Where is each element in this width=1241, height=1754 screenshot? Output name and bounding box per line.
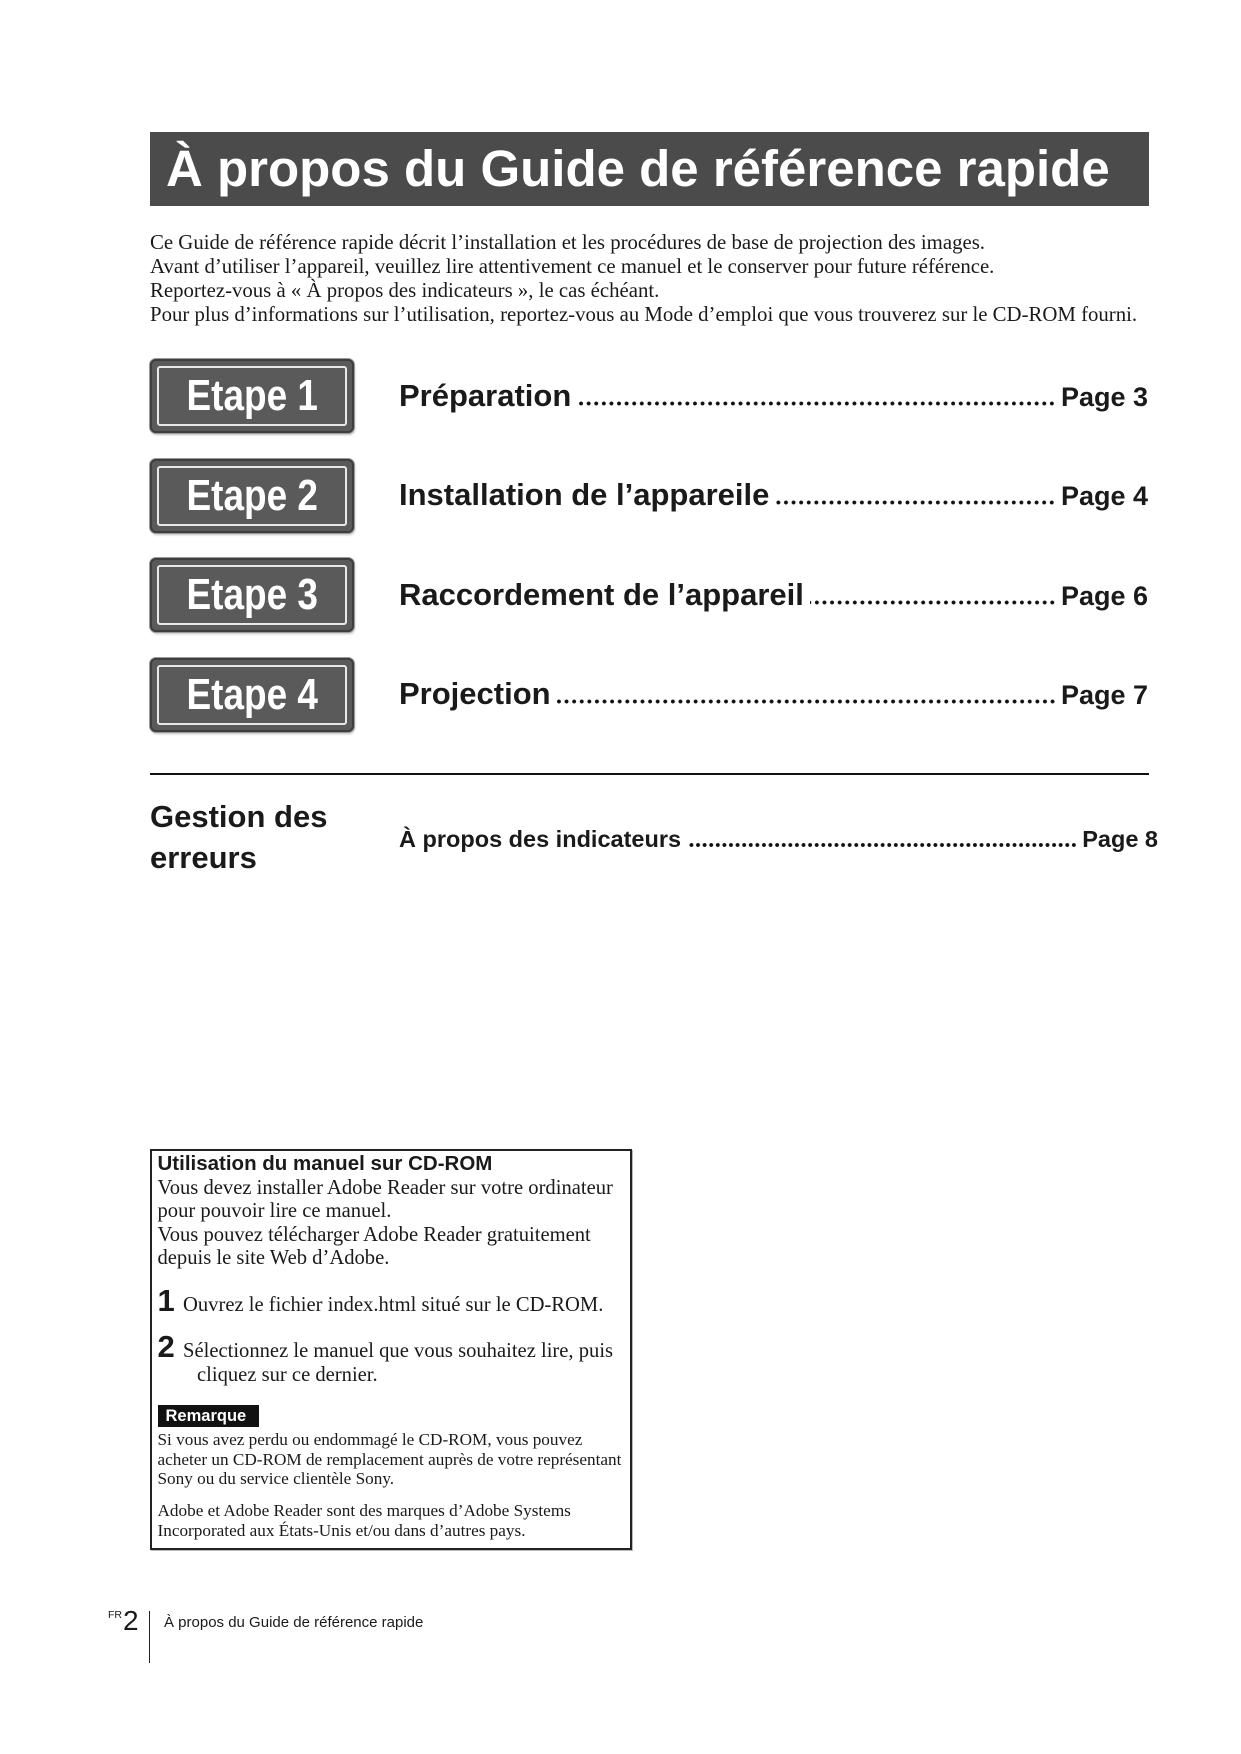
- trademark-notice: [158, 1501, 571, 1541]
- cdrom-info-box: [150, 1149, 632, 1550]
- toc-entry-title: Installation de l’appareile: [399, 477, 770, 512]
- toc-entry-title: À propos des indicateurs: [399, 826, 682, 852]
- toc-entry: [399, 378, 1148, 415]
- title-bar: [150, 132, 1149, 206]
- trademark-line: Adobe et Adobe Reader sont des marques d’Adobe Systems: [157, 1501, 571, 1520]
- troubleshooting-heading-line: erreurs: [150, 840, 257, 875]
- intro-line: Avant d’utiliser l’appareil, veuillez lire attentivement ce manuel et le conserver pour future référence.: [150, 255, 995, 278]
- toc-entry-indicators: [399, 825, 1158, 853]
- step-text-line: Ouvrez le fichier index.html situé sur le CD-ROM.: [183, 1293, 604, 1316]
- step-badge: [150, 558, 354, 632]
- toc-entry-page: Page 3: [1060, 382, 1148, 412]
- footer-divider: [149, 1611, 150, 1663]
- intro-paragraph: [150, 231, 1137, 327]
- cdrom-box-intro: [158, 1177, 613, 1270]
- toc-entry-title: Raccordement de l’appareil: [399, 577, 804, 612]
- step-number: 1: [157, 1282, 175, 1318]
- step-badge: [150, 658, 354, 732]
- footer-page-number: 2: [123, 1605, 139, 1636]
- page-title: À propos du Guide de référence rapide: [166, 140, 1110, 197]
- dot-leader: [810, 600, 1056, 605]
- step-number: 2: [157, 1328, 175, 1364]
- cdrom-box-title: Utilisation du manuel sur CD-ROM: [157, 1152, 493, 1175]
- note-text: [158, 1430, 622, 1489]
- toc-entry-page: Page 4: [1060, 481, 1148, 511]
- step-text: [183, 1293, 603, 1317]
- toc-entry-page: Page 6: [1060, 581, 1148, 611]
- dot-leader: [577, 401, 1056, 406]
- step-badge-frame: [157, 466, 347, 526]
- section-divider: [150, 773, 1149, 775]
- step-badge-frame: [157, 366, 347, 426]
- step-badge-label: Etape 2: [186, 471, 318, 520]
- intro-line: Reportez-vous à « À propos des indicateurs », le cas échéant.: [150, 279, 660, 302]
- step-badge: [150, 359, 354, 433]
- toc-entry-page: Page 8: [1082, 826, 1158, 852]
- footer-running-title: À propos du Guide de référence rapide: [164, 1614, 424, 1631]
- step-text: [183, 1339, 613, 1387]
- step-badge-label: Etape 4: [186, 670, 318, 719]
- step-badge-frame: [157, 665, 347, 725]
- step-badge-label: Etape 1: [186, 371, 318, 420]
- dot-leader: [687, 843, 1077, 847]
- note-line: Si vous avez perdu ou endommagé le CD-ROM, vous pouvez: [157, 1430, 583, 1449]
- step-badge-frame: [157, 565, 347, 625]
- troubleshooting-heading: [150, 796, 327, 878]
- dot-leader: [775, 500, 1056, 505]
- step-text-line: Sélectionnez le manuel que vous souhaitez lire, puis: [183, 1339, 614, 1362]
- note-label: Remarque: [158, 1405, 259, 1427]
- procedure-step: [157, 1282, 604, 1318]
- toc-entry: [399, 577, 1148, 614]
- toc-entry: [399, 676, 1148, 713]
- step-text-line: cliquez sur ce dernier.: [197, 1363, 378, 1386]
- toc-entry: [399, 477, 1148, 514]
- procedure-step: [157, 1328, 614, 1387]
- toc-entry-title: Préparation: [399, 378, 572, 413]
- step-badge-label: Etape 3: [186, 570, 318, 619]
- cdrom-intro-line: depuis le site Web d’Adobe.: [157, 1246, 390, 1269]
- troubleshooting-heading-line: Gestion des: [150, 799, 328, 834]
- intro-line: Pour plus d’informations sur l’utilisation, reportez-vous au Mode d’emploi que vous trouverez sur le CD-ROM fourni.: [150, 303, 1138, 326]
- trademark-line: Incorporated aux États-Unis et/ou dans d’autres pays.: [157, 1521, 526, 1540]
- cdrom-intro-line: Vous devez installer Adobe Reader sur votre ordinateur: [157, 1177, 613, 1199]
- cdrom-intro-line: Vous pouvez télécharger Adobe Reader gratuitement: [157, 1223, 591, 1246]
- toc-entry-title: Projection: [399, 676, 551, 711]
- intro-line: Ce Guide de référence rapide décrit l’installation et les procédures de base de projection des images.: [150, 231, 985, 254]
- toc-entry-page: Page 7: [1060, 680, 1148, 710]
- cdrom-intro-line: pour pouvoir lire ce manuel.: [157, 1200, 392, 1223]
- note-line: acheter un CD-ROM de remplacement auprès de votre représentant: [157, 1449, 622, 1469]
- step-badge: [150, 459, 354, 533]
- footer-language-code: FR: [108, 1609, 122, 1621]
- dot-leader: [557, 699, 1056, 704]
- note-line: Sony ou du service clientèle Sony.: [157, 1469, 395, 1489]
